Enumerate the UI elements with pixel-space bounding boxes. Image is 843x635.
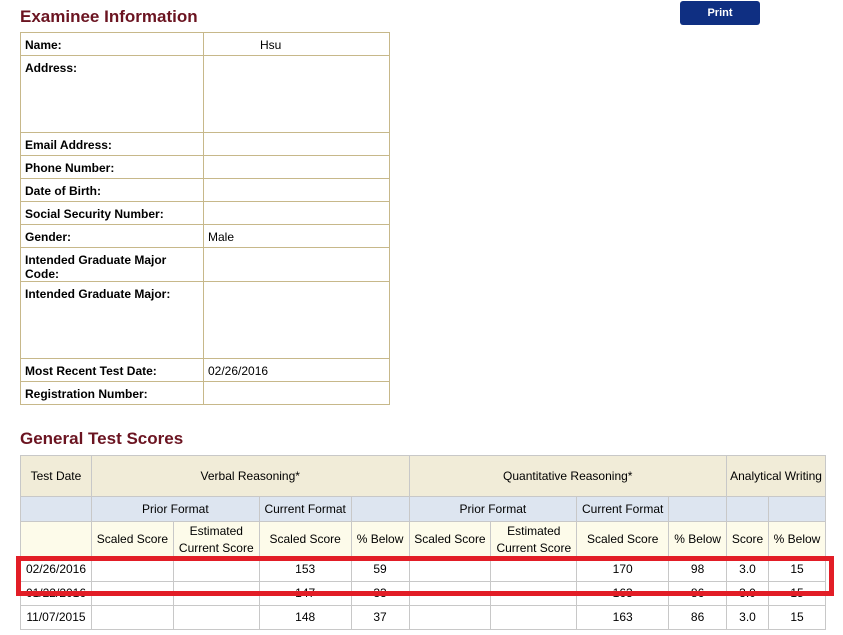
info-label: Date of Birth: (21, 179, 204, 202)
quant-prior-scaled-cell (409, 606, 491, 630)
empty-header-cell (727, 497, 769, 522)
verbal-prior-estimated-cell (173, 606, 259, 630)
verbal-prior-format-header: Prior Format (91, 497, 259, 522)
general-test-scores-title: General Test Scores (20, 429, 184, 448)
verbal-reasoning-header: Verbal Reasoning* (91, 456, 409, 497)
info-label: Intended Graduate Major Code: (21, 248, 204, 282)
info-label: Phone Number: (21, 156, 204, 179)
quant-current-format-header: Current Format (577, 497, 669, 522)
examinee-info-title: Examinee Information (20, 7, 198, 26)
verbal-prior-scaled-header: Scaled Score (91, 522, 173, 558)
info-row (21, 225, 390, 248)
empty-header-cell (769, 497, 826, 522)
info-value (204, 282, 390, 359)
quant-prior-scaled-header: Scaled Score (409, 522, 491, 558)
info-value (204, 156, 390, 179)
quant-prior-estimated-cell (491, 582, 577, 606)
info-label: Intended Graduate Major: (21, 282, 204, 359)
writing-score-cell: 3.0 (727, 558, 769, 582)
writing-score-cell: 3.0 (727, 582, 769, 606)
quant-prior-format-header: Prior Format (409, 497, 577, 522)
info-value (204, 248, 390, 282)
score-row (21, 606, 826, 630)
writing-score-header: Score (727, 522, 769, 558)
info-row (21, 282, 390, 359)
quant-prior-estimated-cell (491, 606, 577, 630)
verbal-prior-estimated-cell (173, 558, 259, 582)
info-label: Most Recent Test Date: (21, 359, 204, 382)
info-row (21, 382, 390, 405)
info-label: Registration Number: (21, 382, 204, 405)
info-label: Email Address: (21, 133, 204, 156)
quant-prior-scaled-cell (409, 558, 491, 582)
test-date-header: Test Date (21, 456, 92, 497)
verbal-current-format-header: Current Format (259, 497, 351, 522)
empty-header-cell (669, 497, 727, 522)
info-value: Hsu (204, 33, 390, 56)
info-label: Gender: (21, 225, 204, 248)
empty-header-cell (21, 522, 92, 558)
info-value (204, 382, 390, 405)
quant-scaled-cell: 170 (577, 558, 669, 582)
quant-prior-estimated-header: Estimated Current Score (491, 522, 577, 558)
info-label: Name: (21, 33, 204, 56)
quant-prior-estimated-cell (491, 558, 577, 582)
info-row (21, 156, 390, 179)
empty-header-cell (21, 497, 92, 522)
print-button[interactable]: Print (680, 1, 760, 25)
general-test-scores-table (20, 455, 826, 630)
info-value (204, 179, 390, 202)
test-date-cell: 11/07/2015 (21, 606, 92, 630)
info-label: Social Security Number: (21, 202, 204, 225)
verbal-pct-below-cell: 33 (351, 582, 409, 606)
verbal-scaled-cell: 148 (259, 606, 351, 630)
quant-pct-below-cell: 98 (669, 558, 727, 582)
info-value (204, 202, 390, 225)
info-row (21, 33, 390, 56)
quant-pct-below-cell: 86 (669, 582, 727, 606)
verbal-pct-below-header: % Below (351, 522, 409, 558)
quant-pct-below-cell: 86 (669, 606, 727, 630)
score-row (21, 582, 826, 606)
verbal-pct-below-cell: 37 (351, 606, 409, 630)
verbal-prior-scaled-cell (91, 582, 173, 606)
test-date-cell: 01/22/2016 (21, 582, 92, 606)
info-value (204, 56, 390, 133)
verbal-prior-scaled-cell (91, 558, 173, 582)
info-row (21, 133, 390, 156)
writing-pct-below-header: % Below (769, 522, 826, 558)
info-value: 02/26/2016 (204, 359, 390, 382)
verbal-prior-estimated-header: Estimated Current Score (173, 522, 259, 558)
writing-score-cell: 3.0 (727, 606, 769, 630)
quantitative-reasoning-header: Quantitative Reasoning* (409, 456, 727, 497)
info-row (21, 56, 390, 133)
quant-scaled-cell: 163 (577, 606, 669, 630)
verbal-prior-scaled-cell (91, 606, 173, 630)
info-row (21, 248, 390, 282)
info-row (21, 179, 390, 202)
examinee-info-table (20, 32, 390, 405)
test-date-cell: 02/26/2016 (21, 558, 92, 582)
empty-header-cell (351, 497, 409, 522)
writing-pct-below-cell: 15 (769, 606, 826, 630)
verbal-prior-estimated-cell (173, 582, 259, 606)
verbal-pct-below-cell: 59 (351, 558, 409, 582)
verbal-scaled-cell: 147 (259, 582, 351, 606)
quant-scaled-cell: 163 (577, 582, 669, 606)
info-value: Male (204, 225, 390, 248)
quant-pct-below-header: % Below (669, 522, 727, 558)
quant-prior-scaled-cell (409, 582, 491, 606)
verbal-scaled-cell: 153 (259, 558, 351, 582)
info-row (21, 202, 390, 225)
info-label: Address: (21, 56, 204, 133)
writing-pct-below-cell: 15 (769, 558, 826, 582)
quant-scaled-header: Scaled Score (577, 522, 669, 558)
writing-pct-below-cell: 15 (769, 582, 826, 606)
info-row (21, 359, 390, 382)
info-value (204, 133, 390, 156)
verbal-scaled-header: Scaled Score (259, 522, 351, 558)
score-row (21, 558, 826, 582)
analytical-writing-header: Analytical Writing (727, 456, 826, 497)
